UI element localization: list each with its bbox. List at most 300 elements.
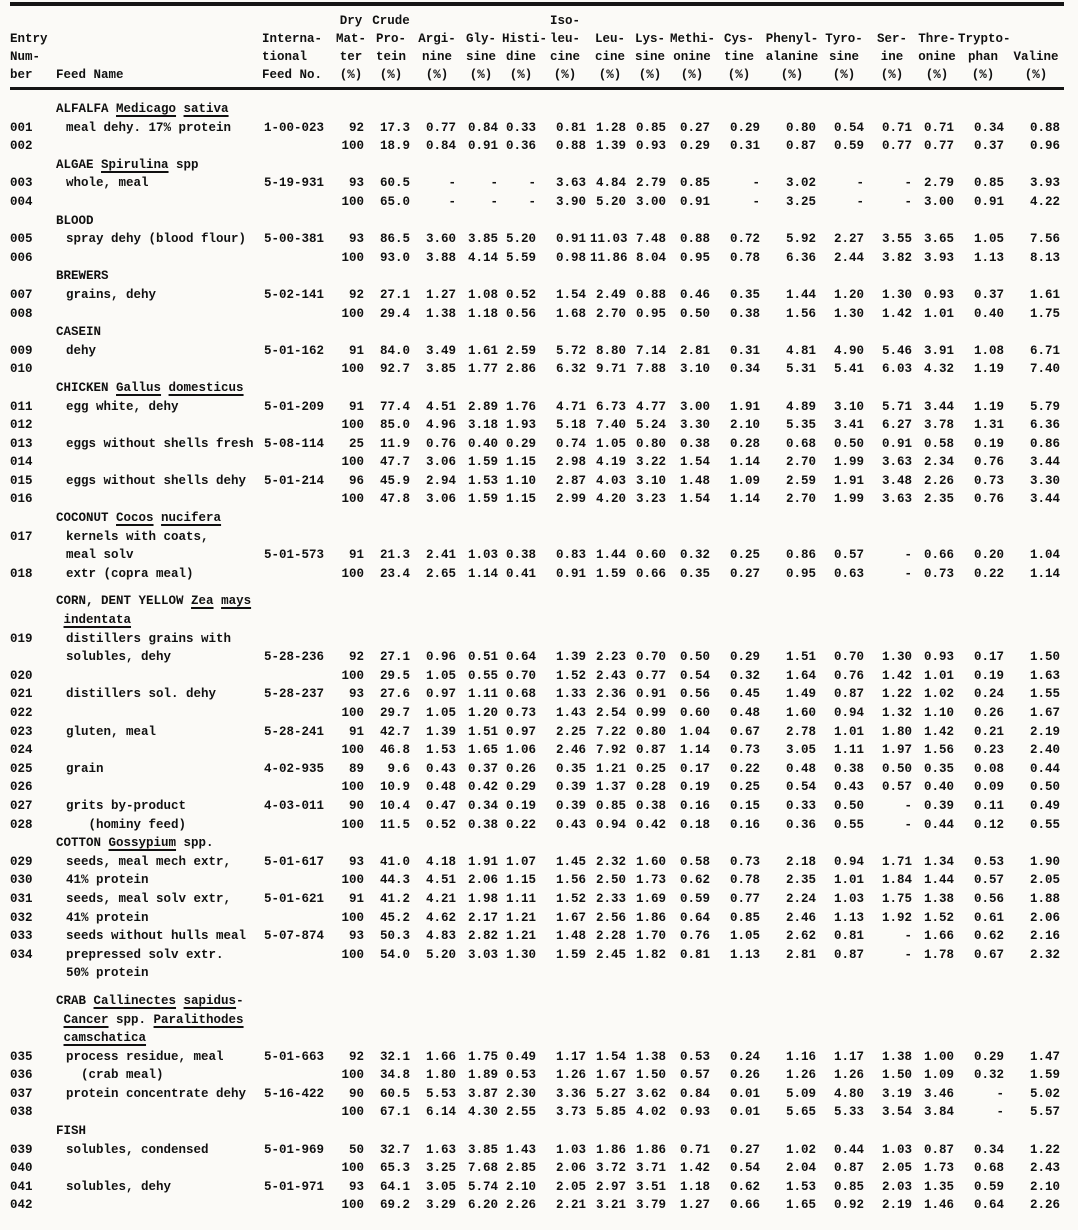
- value-cell-thr: 1.35: [923, 1179, 954, 1194]
- value-cell-leu: 3.21: [595, 1198, 626, 1213]
- value-cell-dm: 89: [348, 761, 364, 776]
- value-cell-trp: 1.19: [973, 399, 1004, 414]
- value-cell-tyr: 0.76: [833, 668, 864, 683]
- value-cell-met: 1.54: [679, 492, 710, 507]
- feed-number-cell: [262, 816, 334, 835]
- value-cell-ile: 0.43: [555, 817, 586, 832]
- value-cell-met: 0.16: [679, 798, 710, 813]
- value-cell-cp: 10.9: [379, 780, 410, 795]
- value-cell-val: 7.56: [1029, 232, 1060, 247]
- value-cell-met: 0.71: [679, 1142, 710, 1157]
- entry-number-cell: 018: [10, 566, 33, 581]
- value-cell-val: 3.44: [1029, 455, 1060, 470]
- value-cell-cys: 2.10: [729, 418, 760, 433]
- value-cell-dm: 100: [341, 1068, 364, 1083]
- value-cell-phe: 5.65: [785, 1105, 816, 1120]
- value-cell-dm: 100: [341, 817, 364, 832]
- value-cell-ile: 1.52: [555, 668, 586, 683]
- table-row: [10, 230, 1064, 249]
- value-cell-ile: 1.68: [555, 306, 586, 321]
- value-cell-thr: 1.34: [923, 854, 954, 869]
- feed-number-cell: [262, 360, 334, 379]
- feed-number-cell: [262, 1066, 334, 1085]
- feed-number-cell: 5-01-621: [264, 891, 325, 906]
- value-cell-arg: 4.96: [425, 418, 456, 433]
- value-cell-thr: 1.73: [923, 1161, 954, 1176]
- value-cell-gly: 1.08: [467, 287, 498, 302]
- value-cell-leu: 4.03: [595, 473, 626, 488]
- feed-name-cell: extr (copra meal): [66, 566, 194, 581]
- value-cell-met: 1.48: [679, 473, 710, 488]
- value-cell-tyr: 0.87: [833, 687, 864, 702]
- value-cell-val: 1.75: [1029, 306, 1060, 321]
- value-cell-thr: 1.02: [923, 687, 954, 702]
- feed-name-cell: grains, dehy: [66, 287, 157, 302]
- value-cell-phe: 5.35: [785, 418, 816, 433]
- entry-number-cell: [10, 156, 56, 175]
- value-cell-lys: 0.99: [635, 706, 666, 720]
- value-cell-leu: 1.28: [595, 120, 626, 135]
- table-row: [10, 797, 1064, 816]
- feed-number-cell: [262, 741, 334, 760]
- feed-name-cell: 41% protein: [66, 910, 149, 925]
- table-row: [10, 360, 1064, 379]
- entry-number-cell: 014: [10, 455, 33, 470]
- value-cell-his: 2.55: [505, 1105, 536, 1120]
- value-cell-leu: 2.70: [595, 306, 626, 321]
- value-cell-cys: 0.35: [729, 287, 760, 302]
- table-row: [10, 1066, 1064, 1085]
- value-cell-thr: 1.52: [923, 910, 954, 925]
- value-cell-cys: 0.29: [729, 120, 760, 135]
- value-cell-arg: 3.49: [425, 343, 456, 358]
- value-cell-gly: 1.61: [467, 343, 498, 358]
- value-cell-cys: 0.24: [729, 1049, 760, 1064]
- value-cell-cp: 45.2: [379, 910, 410, 925]
- value-cell-cp: 44.3: [379, 873, 410, 888]
- value-cell-lys: 3.23: [635, 492, 666, 507]
- table-row: [10, 667, 1064, 686]
- value-cell-his: 1.11: [505, 891, 536, 906]
- table-row: [10, 528, 1064, 547]
- entry-number-cell: 021: [10, 687, 33, 702]
- feed-group-heading-row: [10, 583, 1064, 611]
- value-cell-lys: 8.04: [635, 250, 666, 265]
- value-cell-gly: 1.11: [467, 687, 498, 702]
- feed-name-cell: [56, 193, 262, 212]
- table-row: [10, 286, 1064, 305]
- value-cell-gly: 0.84: [467, 120, 498, 135]
- feed-number-cell: [262, 667, 334, 686]
- feed-name-cell: kernels with coats,: [66, 529, 209, 544]
- value-cell-cp: 67.1: [379, 1105, 410, 1120]
- value-cell-tyr: 1.01: [833, 873, 864, 888]
- feed-name-cell: 50% protein: [66, 966, 149, 981]
- value-cell-lys: 1.60: [635, 854, 666, 869]
- table-row: [10, 964, 1064, 983]
- feed-group-heading-row: [10, 1122, 1064, 1141]
- value-cell-his: 0.49: [505, 1049, 536, 1064]
- value-cell-ser: 5.46: [881, 343, 912, 358]
- value-cell-lys: 1.38: [635, 1049, 666, 1064]
- value-cell-trp: 1.05: [973, 232, 1004, 247]
- value-cell-gly: 1.03: [467, 548, 498, 563]
- value-cell-thr: 0.40: [923, 780, 954, 795]
- value-cell-met: 0.54: [679, 668, 710, 683]
- feed-name-cell: [56, 1196, 262, 1215]
- feed-name-cell: solubles, dehy: [66, 1179, 172, 1194]
- value-cell-cp: 42.7: [379, 724, 410, 739]
- column-header-trp: Trypto- phan (%): [958, 4, 1008, 89]
- value-cell-ser: 2.19: [881, 1198, 912, 1213]
- value-cell-trp: 0.56: [973, 891, 1004, 906]
- value-cell-gly: 6.20: [467, 1198, 498, 1213]
- value-cell-dm: 96: [348, 473, 364, 488]
- entry-number-cell: [10, 1029, 56, 1048]
- value-cell-trp: 0.73: [973, 473, 1004, 488]
- value-cell-lys: 3.62: [635, 1086, 666, 1101]
- feed-number-cell: [262, 1103, 334, 1122]
- value-cell-lys: 0.38: [635, 798, 666, 813]
- value-cell-cys: 0.27: [729, 1142, 760, 1157]
- value-cell-met: 1.42: [679, 1161, 710, 1176]
- table-row: [10, 416, 1064, 435]
- value-cell-dm: 100: [341, 910, 364, 925]
- value-cell-ser: 1.50: [881, 1068, 912, 1083]
- table-row: [10, 435, 1064, 454]
- value-cell-lys: 0.95: [635, 306, 666, 321]
- feed-number-cell: 5-19-931: [264, 176, 325, 191]
- value-cell-his: 0.33: [505, 120, 536, 135]
- value-cell-ser: 1.71: [881, 854, 912, 869]
- value-cell-ile: 0.39: [555, 798, 586, 813]
- value-cell-cp: 69.2: [379, 1198, 410, 1213]
- value-cell-trp: 0.26: [973, 706, 1004, 720]
- value-cell-leu: 1.21: [595, 761, 626, 776]
- value-cell-phe: 0.86: [785, 548, 816, 563]
- value-cell-tyr: 1.30: [833, 306, 864, 321]
- value-cell-gly: 1.65: [467, 743, 498, 758]
- value-cell-dm: 100: [341, 743, 364, 758]
- value-cell-tyr: 1.91: [833, 473, 864, 488]
- value-cell-leu: 5.85: [595, 1105, 626, 1120]
- value-cell-ile: 1.56: [555, 873, 586, 888]
- feed-group-heading: CHICKEN Gallus domesticus: [56, 380, 244, 395]
- value-cell-cp: 47.7: [379, 455, 410, 470]
- table-row: [10, 490, 1064, 509]
- value-cell-tyr: 1.11: [833, 743, 864, 758]
- feed-name-cell: [56, 778, 262, 797]
- value-cell-ser: -: [904, 947, 912, 962]
- value-cell-trp: 0.64: [973, 1198, 1004, 1213]
- feed-name-cell: meal dehy. 17% protein: [66, 120, 232, 135]
- value-cell-leu: 2.32: [595, 854, 626, 869]
- value-cell-thr: 0.73: [923, 566, 954, 581]
- value-cell-gly: 0.37: [467, 761, 498, 776]
- value-cell-cp: 46.8: [379, 743, 410, 758]
- value-cell-phe: 2.59: [785, 473, 816, 488]
- value-cell-phe: 2.62: [785, 929, 816, 944]
- value-cell-his: 0.52: [505, 287, 536, 302]
- value-cell-ser: 1.30: [881, 650, 912, 665]
- value-cell-val: 0.86: [1029, 436, 1060, 451]
- entry-number-cell: 015: [10, 473, 33, 488]
- header-row: [10, 4, 1064, 89]
- value-cell-tyr: 0.87: [833, 1161, 864, 1176]
- value-cell-his: 1.30: [505, 947, 536, 962]
- value-cell-ser: -: [904, 194, 912, 209]
- table-row: [10, 946, 1064, 965]
- value-cell-met: 0.81: [679, 947, 710, 962]
- entry-number-cell: 022: [10, 706, 33, 720]
- feed-group-heading: indentata: [63, 613, 132, 628]
- value-cell-trp: 0.37: [973, 287, 1004, 302]
- value-cell-ser: 1.97: [881, 743, 912, 758]
- value-cell-dm: 100: [341, 455, 364, 470]
- value-cell-cys: 1.14: [729, 455, 760, 470]
- value-cell-cp: 29.7: [379, 706, 410, 720]
- value-cell-leu: 2.23: [595, 650, 626, 665]
- value-cell-tyr: 0.57: [833, 548, 864, 563]
- value-cell-leu: 7.22: [595, 724, 626, 739]
- value-cell-ile: 1.45: [555, 854, 586, 869]
- feed-group-heading-row: [10, 834, 1064, 853]
- value-cell-phe: 1.64: [785, 668, 816, 683]
- value-cell-leu: 1.86: [595, 1142, 626, 1157]
- feed-name-cell: protein concentrate dehy: [66, 1086, 247, 1101]
- value-cell-ser: -: [904, 798, 912, 813]
- value-cell-dm: 90: [348, 798, 364, 813]
- value-cell-arg: 0.97: [425, 687, 456, 702]
- value-cell-phe: 1.53: [785, 1179, 816, 1194]
- value-cell-ser: -: [904, 548, 912, 563]
- column-header-his: Histi- dine (%): [502, 4, 540, 89]
- value-cell-his: 1.15: [505, 492, 536, 507]
- value-cell-trp: 0.34: [973, 120, 1004, 135]
- value-cell-gly: 3.03: [467, 947, 498, 962]
- value-cell-tyr: 3.41: [833, 418, 864, 433]
- value-cell-leu: 1.59: [595, 566, 626, 581]
- value-cell-ile: 0.83: [555, 548, 586, 563]
- value-cell-lys: 0.93: [635, 139, 666, 154]
- table-row: [10, 249, 1064, 268]
- value-cell-trp: 0.20: [973, 548, 1004, 563]
- value-cell-gly: 4.30: [467, 1105, 498, 1120]
- feed-name-cell: [56, 305, 262, 324]
- table-row: [10, 816, 1064, 835]
- value-cell-cys: 0.27: [729, 566, 760, 581]
- entry-number-cell: 035: [10, 1049, 33, 1064]
- value-cell-dm: 100: [341, 780, 364, 795]
- value-cell-cys: 0.15: [729, 798, 760, 813]
- feed-number-cell: 5-02-141: [264, 287, 325, 302]
- value-cell-cp: 65.3: [379, 1161, 410, 1176]
- value-cell-phe: 0.48: [785, 761, 816, 776]
- value-cell-trp: 1.08: [973, 343, 1004, 358]
- value-cell-leu: 5.27: [595, 1086, 626, 1101]
- feed-name-cell: seeds, meal mech extr,: [66, 854, 232, 869]
- value-cell-phe: 1.56: [785, 306, 816, 321]
- value-cell-leu: 1.67: [595, 1068, 626, 1083]
- value-cell-met: 0.85: [679, 176, 710, 191]
- table-row: [10, 723, 1064, 742]
- feed-name-cell: [56, 137, 262, 156]
- empty-cell: [262, 964, 1064, 983]
- value-cell-phe: 1.44: [785, 287, 816, 302]
- value-cell-trp: 0.32: [973, 1068, 1004, 1083]
- feed-number-cell: 5-01-617: [264, 854, 325, 869]
- value-cell-cys: 0.62: [729, 1179, 760, 1194]
- entry-number-cell: [10, 509, 56, 528]
- value-cell-ile: 5.18: [555, 418, 586, 433]
- value-cell-cp: 29.5: [379, 668, 410, 683]
- value-cell-trp: 0.62: [973, 929, 1004, 944]
- value-cell-gly: 1.59: [467, 492, 498, 507]
- value-cell-tyr: 4.90: [833, 343, 864, 358]
- value-cell-val: 4.22: [1029, 194, 1060, 209]
- value-cell-leu: 2.36: [595, 687, 626, 702]
- value-cell-met: 0.18: [679, 817, 710, 832]
- value-cell-val: 3.44: [1029, 492, 1060, 507]
- value-cell-cp: 54.0: [379, 947, 410, 962]
- value-cell-tyr: 0.55: [833, 817, 864, 832]
- value-cell-ile: 3.73: [555, 1105, 586, 1120]
- value-cell-cys: 0.25: [729, 780, 760, 795]
- feed-number-cell: [262, 453, 334, 472]
- entry-number-cell: [10, 267, 56, 286]
- column-header-ser: Ser- ine (%): [868, 4, 916, 89]
- value-cell-cp: 29.4: [379, 306, 410, 321]
- value-cell-ile: 2.25: [555, 724, 586, 739]
- value-cell-cys: 0.72: [729, 232, 760, 247]
- value-cell-arg: 1.38: [425, 306, 456, 321]
- feed-name-cell: [56, 249, 262, 268]
- value-cell-trp: 0.17: [973, 650, 1004, 665]
- value-cell-cp: 93.0: [379, 250, 410, 265]
- value-cell-leu: 1.44: [595, 548, 626, 563]
- value-cell-val: 2.16: [1029, 929, 1060, 944]
- value-cell-his: 0.53: [505, 1068, 536, 1083]
- feed-group-heading: CRAB Callinectes sapidus-: [56, 993, 244, 1008]
- value-cell-met: 0.32: [679, 548, 710, 563]
- value-cell-leu: 7.40: [595, 418, 626, 433]
- value-cell-gly: 1.20: [467, 706, 498, 720]
- table-row: [10, 1085, 1064, 1104]
- value-cell-tyr: 0.50: [833, 436, 864, 451]
- value-cell-ile: 2.98: [555, 455, 586, 470]
- value-cell-tyr: -: [856, 194, 864, 209]
- value-cell-met: 0.64: [679, 910, 710, 925]
- value-cell-phe: 1.16: [785, 1049, 816, 1064]
- value-cell-met: 0.29: [679, 139, 710, 154]
- value-cell-ser: 0.71: [881, 120, 912, 135]
- value-cell-arg: 2.41: [425, 548, 456, 563]
- value-cell-thr: 1.01: [923, 668, 954, 683]
- entry-number-cell: 016: [10, 492, 33, 507]
- value-cell-lys: 2.79: [635, 176, 666, 191]
- entry-number-cell: 039: [10, 1142, 33, 1157]
- value-cell-phe: 2.70: [785, 455, 816, 470]
- value-cell-dm: 92: [348, 120, 364, 135]
- value-cell-thr: 3.84: [923, 1105, 954, 1120]
- feed-group-heading-row: [10, 509, 1064, 528]
- value-cell-tyr: 1.13: [833, 910, 864, 925]
- value-cell-trp: -: [996, 1086, 1004, 1101]
- value-cell-ser: 0.91: [881, 436, 912, 451]
- value-cell-lys: 0.80: [635, 724, 666, 739]
- value-cell-trp: 0.68: [973, 1161, 1004, 1176]
- feed-group-heading-row: [10, 1029, 1064, 1048]
- feed-group-heading: CASEIN: [56, 325, 102, 340]
- empty-cell: [262, 528, 1064, 547]
- value-cell-phe: 3.02: [785, 176, 816, 191]
- value-cell-cp: 92.7: [379, 362, 410, 377]
- entry-number-cell: 037: [10, 1086, 33, 1101]
- value-cell-cys: 0.67: [729, 724, 760, 739]
- feed-group-heading: COTTON Gossypium spp.: [56, 836, 214, 851]
- table-body: [10, 89, 1064, 1216]
- table-row: [10, 853, 1064, 872]
- value-cell-cys: 0.45: [729, 687, 760, 702]
- entry-number-cell: 027: [10, 798, 33, 813]
- value-cell-arg: 4.21: [425, 891, 456, 906]
- value-cell-met: 0.46: [679, 287, 710, 302]
- value-cell-trp: 0.24: [973, 687, 1004, 702]
- entry-number-cell: [10, 546, 56, 565]
- value-cell-leu: 7.92: [595, 743, 626, 758]
- value-cell-cp: 32.1: [379, 1049, 410, 1064]
- feed-group-heading-row: [10, 611, 1064, 630]
- value-cell-cys: 0.01: [729, 1105, 760, 1120]
- value-cell-cp: 86.5: [379, 232, 410, 247]
- value-cell-leu: 1.05: [595, 436, 626, 451]
- feed-number-cell: [262, 909, 334, 928]
- value-cell-arg: 1.05: [425, 668, 456, 683]
- feed-name-cell: [56, 453, 262, 472]
- value-cell-trp: 0.91: [973, 194, 1004, 209]
- value-cell-phe: 0.87: [785, 139, 816, 154]
- feed-group-heading: COCONUT Cocos nucifera: [56, 511, 222, 526]
- value-cell-gly: 1.77: [467, 362, 498, 377]
- value-cell-phe: 2.70: [785, 492, 816, 507]
- value-cell-thr: 1.01: [923, 306, 954, 321]
- feed-number-cell: [262, 416, 334, 435]
- value-cell-thr: 1.56: [923, 743, 954, 758]
- value-cell-leu: 4.84: [595, 176, 626, 191]
- value-cell-cys: 1.09: [729, 473, 760, 488]
- value-cell-phe: 1.65: [785, 1198, 816, 1213]
- value-cell-arg: 1.53: [425, 743, 456, 758]
- feed-group-heading: Cancer spp. Paralithodes: [63, 1012, 244, 1027]
- value-cell-cys: 0.32: [729, 668, 760, 683]
- value-cell-his: 5.20: [505, 232, 536, 247]
- value-cell-ile: 1.48: [555, 929, 586, 944]
- value-cell-cp: 27.1: [379, 650, 410, 665]
- value-cell-met: 0.50: [679, 650, 710, 665]
- value-cell-dm: 91: [348, 399, 364, 414]
- feed-number-cell: [262, 1159, 334, 1178]
- value-cell-arg: 2.65: [425, 566, 456, 581]
- entry-number-cell: 036: [10, 1068, 33, 1083]
- value-cell-ile: 0.88: [555, 139, 586, 154]
- value-cell-thr: 4.32: [923, 362, 954, 377]
- feed-name-cell: prepressed solv extr.: [66, 947, 224, 962]
- value-cell-thr: 2.35: [923, 492, 954, 507]
- value-cell-phe: 0.80: [785, 120, 816, 135]
- value-cell-lys: 0.85: [635, 120, 666, 135]
- value-cell-dm: 93: [348, 687, 364, 702]
- column-header-entry: Entry Num- ber: [10, 4, 56, 89]
